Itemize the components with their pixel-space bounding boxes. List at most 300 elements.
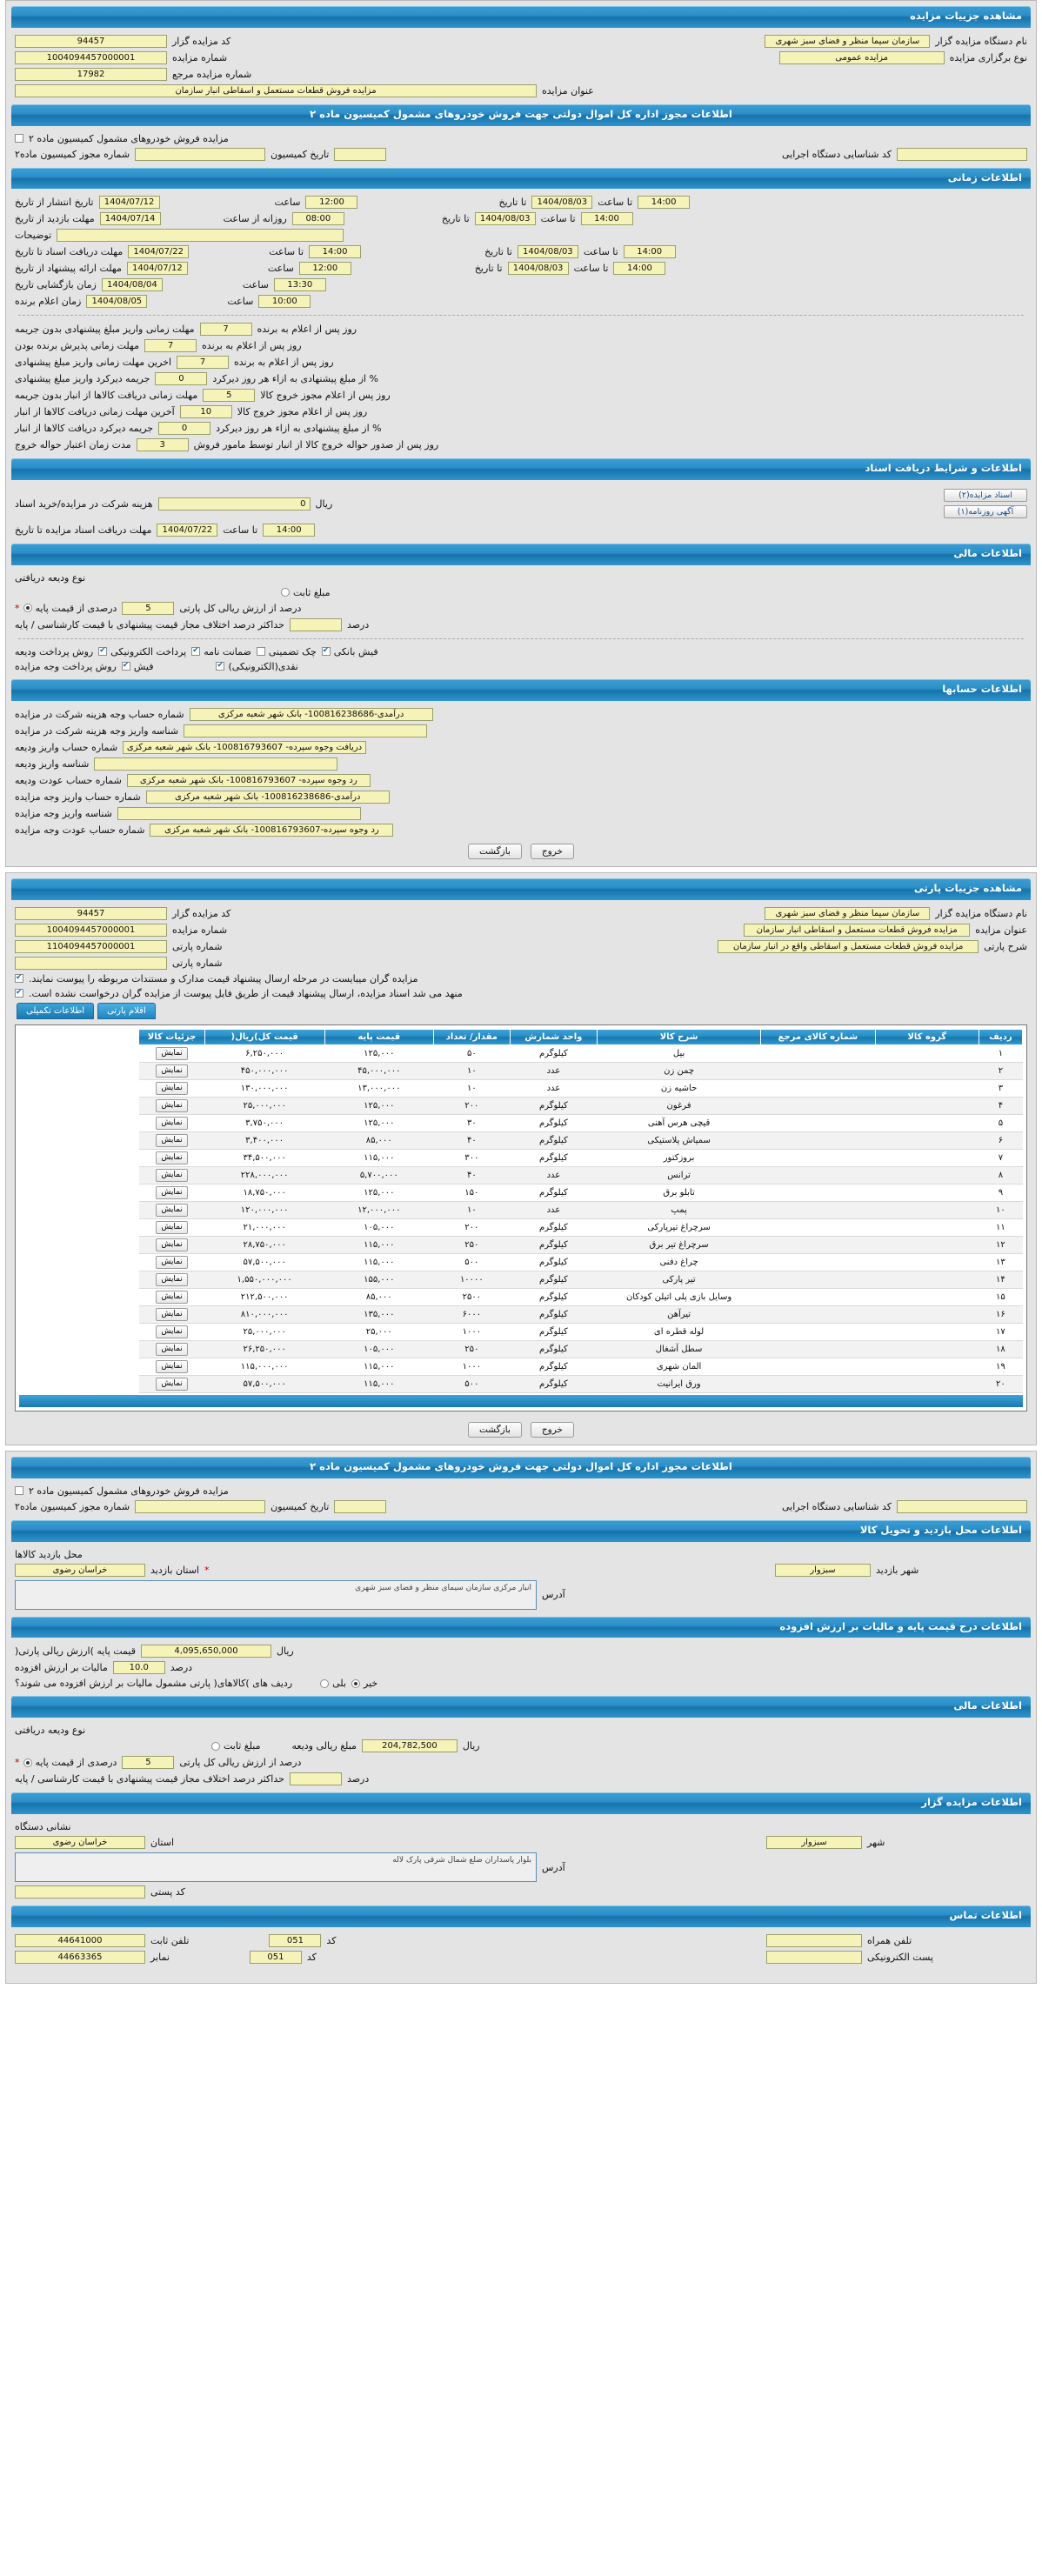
deposit-method-check-checkbox[interactable] bbox=[257, 647, 265, 656]
table-row bbox=[19, 1150, 1023, 1167]
party-note-2-checkbox[interactable] bbox=[15, 989, 23, 998]
deadline-item bbox=[6, 337, 1036, 354]
label-org-addr: آدرس bbox=[542, 1861, 565, 1873]
table-row bbox=[19, 1324, 1023, 1341]
label-visit-place: محل بازدید کالاها bbox=[15, 1548, 83, 1560]
table-row bbox=[19, 1376, 1023, 1393]
cell-index: ۱ bbox=[979, 1045, 1022, 1063]
field-party-auction-no[interactable]: 1004094457000001 bbox=[15, 924, 167, 937]
vat-yes-radio[interactable] bbox=[320, 1679, 329, 1688]
field-docs-deadline-date[interactable]: 1404/07/22 bbox=[128, 245, 189, 258]
field-postal-code[interactable] bbox=[15, 1885, 145, 1899]
deadline-value[interactable]: 7 bbox=[177, 356, 229, 369]
cell-quantity: ۱۰ bbox=[433, 1080, 510, 1098]
field-fax[interactable]: 44663365 bbox=[15, 1951, 145, 1964]
base-price-row bbox=[6, 1643, 1036, 1659]
cell-ref-code bbox=[761, 1150, 876, 1167]
label-visit-until-hour: تا ساعت bbox=[540, 213, 576, 225]
field-visit-until-hour[interactable]: 14:00 bbox=[581, 212, 633, 225]
show-details-button[interactable]: نمایش bbox=[156, 1343, 187, 1356]
cell-index: ۱۸ bbox=[979, 1341, 1022, 1358]
party-row-title bbox=[6, 922, 1036, 938]
field-open-hour[interactable]: 13:30 bbox=[274, 278, 326, 291]
party-actions bbox=[6, 1417, 1036, 1439]
label-publish-until-date: تا تاریخ bbox=[498, 197, 527, 209]
lower-commission-checkbox[interactable] bbox=[15, 1486, 23, 1495]
field-party-no[interactable]: 1104094457000001 bbox=[15, 940, 167, 953]
cell-ref-code bbox=[761, 1132, 876, 1150]
label-vat-question: ردیف های )کالاهای( پارتی مشمول مالیات بر ارزش افزوده می شوند؟ bbox=[15, 1678, 293, 1690]
field-auction-type[interactable]: مزایده عمومی bbox=[779, 51, 945, 64]
cell-spacer bbox=[19, 1080, 139, 1098]
field-commission-date[interactable] bbox=[334, 148, 386, 161]
field-account-5[interactable]: درآمدی-100816238686- بانک شهر شعبه مرکزی bbox=[146, 791, 390, 804]
field-visit-province[interactable]: خراسان رضوی bbox=[15, 1564, 145, 1577]
label-tel: تلفن ثابت bbox=[150, 1934, 190, 1946]
cell-unit: عدد bbox=[510, 1063, 597, 1080]
field-docs-cost[interactable]: 0 bbox=[158, 497, 311, 511]
cell-ref-code bbox=[761, 1237, 876, 1254]
cell-spacer bbox=[19, 1341, 139, 1358]
field-publish-until-hour[interactable]: 14:00 bbox=[638, 196, 690, 209]
field-docs-hour[interactable]: 14:00 bbox=[263, 524, 315, 537]
deposit-method-receipt-checkbox[interactable] bbox=[322, 647, 331, 656]
field-ref-auction-no[interactable]: 17982 bbox=[15, 68, 167, 81]
cell-ref-code bbox=[761, 1306, 876, 1324]
show-details-button[interactable]: نمایش bbox=[156, 1117, 187, 1130]
cell-details bbox=[139, 1254, 204, 1271]
cell-ref-code bbox=[761, 1254, 876, 1271]
cell-index: ۱۱ bbox=[979, 1219, 1022, 1237]
org-section-bar: اطلاعات مزایده گزار bbox=[11, 1792, 1031, 1814]
deposit-method-electronic[interactable] bbox=[98, 646, 186, 657]
field-docs-deadline-until-date[interactable]: 1404/08/03 bbox=[518, 245, 578, 258]
contact-fax-row bbox=[6, 1949, 1036, 1965]
cell-description: فرغون bbox=[598, 1098, 761, 1115]
label-auction-type: نوع برگزاری مزایده bbox=[949, 51, 1027, 63]
cell-total-price: ۳,۴۰۰,۰۰۰ bbox=[204, 1132, 324, 1150]
cell-ref-code bbox=[761, 1045, 876, 1063]
show-details-button[interactable]: نمایش bbox=[156, 1221, 187, 1234]
cell-base-price: ۱۲۵,۰۰۰ bbox=[324, 1185, 433, 1202]
vat-option-yes[interactable] bbox=[320, 1678, 346, 1689]
label-percent-unit: درصد از ارزش ریالی کل پارتی bbox=[179, 602, 302, 614]
deadline-label: مدت زمان اعتبار حواله خروج bbox=[15, 439, 131, 451]
field-party-desc[interactable]: مزایده فروش قطعات مستعمل و اسقاطی واقع در انبار سازمان bbox=[718, 940, 979, 953]
field-exec-org-id[interactable] bbox=[897, 148, 1027, 161]
deadline-unit: روز پس از اعلام به برنده bbox=[234, 357, 334, 369]
party-note-1-checkbox[interactable] bbox=[15, 974, 23, 983]
deadline-label: مهلت زمانی پذیرش برنده بودن bbox=[15, 340, 140, 352]
back-button[interactable]: بازگشت bbox=[468, 844, 522, 859]
cell-unit: کیلوگرم bbox=[510, 1254, 597, 1271]
account-row bbox=[6, 805, 1036, 822]
deadline-value[interactable]: 0 bbox=[155, 372, 207, 385]
field-docs-deadline-hour[interactable]: 14:00 bbox=[309, 245, 361, 258]
field-auction-title[interactable]: مزایده فروش قطعات مستعمل و اسقاطی انبار سازمان bbox=[15, 84, 537, 97]
newspaper-ad-button[interactable]: آگهی روزنامه(۱) bbox=[944, 505, 1027, 518]
goods-table-header-row bbox=[19, 1029, 1023, 1045]
pay-method-cash[interactable] bbox=[216, 661, 297, 672]
label-account-6: شناسه واریز وجه مزایده bbox=[15, 807, 112, 819]
cell-index: ۴ bbox=[979, 1098, 1022, 1115]
deadline-item bbox=[6, 387, 1036, 404]
deposit-method-electronic-checkbox[interactable] bbox=[98, 647, 107, 656]
required-asterisk: * bbox=[15, 602, 20, 614]
col-details: جزئیات کالا bbox=[139, 1029, 204, 1045]
deposit-method-check[interactable] bbox=[257, 646, 317, 657]
cell-quantity: ۱۰ bbox=[433, 1063, 510, 1080]
deposit-method-guarantee-checkbox[interactable] bbox=[191, 647, 200, 656]
cell-ref-code bbox=[761, 1098, 876, 1115]
cell-total-price: ۲۵,۰۰۰,۰۰۰ bbox=[204, 1324, 324, 1341]
field-offer-hour[interactable]: 12:00 bbox=[299, 262, 351, 275]
cell-total-price: ۳۴,۵۰۰,۰۰۰ bbox=[204, 1150, 324, 1167]
show-details-button[interactable]: نمایش bbox=[156, 1308, 187, 1321]
commission-section-bar: اطلاعات مجوز اداره کل اموال دولتی جهت فروش خودروهای مشمول کمیسیون ماده ۲ bbox=[11, 104, 1031, 126]
deposit-percent-option[interactable] bbox=[15, 603, 117, 614]
deadline-label: مهلت زمانی دریافت کالاها از انبار بدون جریمه bbox=[15, 390, 198, 402]
label-visit-date: مهلت بازدید از تاریخ bbox=[15, 213, 95, 225]
cell-group bbox=[875, 1341, 979, 1358]
field-account-7[interactable]: رد وجوه سپرده-100816793607- بانک شهر شعبه مرکزی bbox=[150, 824, 393, 837]
cell-quantity: ۲۵۰ bbox=[433, 1237, 510, 1254]
deadline-unit: روز پس از صدور حواله خروج کالا از انبار توسط مامور فروش bbox=[193, 439, 439, 451]
lower-field-exec-id[interactable] bbox=[897, 1500, 1027, 1513]
lower-label-exec-id: کد شناسایی دستگاه اجرایی bbox=[781, 1500, 892, 1512]
field-offer-until-date[interactable]: 1404/08/03 bbox=[508, 262, 569, 275]
show-details-button[interactable]: نمایش bbox=[156, 1360, 187, 1373]
account-row bbox=[6, 756, 1036, 772]
lower-percent-option[interactable] bbox=[15, 1757, 117, 1768]
field-percent-value[interactable]: 5 bbox=[122, 602, 174, 615]
deposit-methods-row bbox=[6, 644, 1036, 659]
commission-checkbox[interactable] bbox=[15, 134, 23, 143]
cell-group bbox=[875, 1063, 979, 1080]
col-ref-code: شماره کالای مرجع bbox=[761, 1029, 876, 1045]
deadline-value[interactable]: 10 bbox=[180, 405, 232, 418]
field-party-org-name[interactable]: سازمان سیما منظر و فضای سبز شهری bbox=[765, 907, 930, 920]
lower-percent-radio[interactable] bbox=[23, 1758, 32, 1767]
label-visit-address: آدرس bbox=[542, 1589, 565, 1601]
cell-quantity: ۱۰۰۰ bbox=[433, 1324, 510, 1341]
label-account-5: شماره حساب واریز وجه مزایده bbox=[15, 791, 141, 803]
show-details-button[interactable]: نمایش bbox=[156, 1238, 187, 1251]
show-details-button[interactable]: نمایش bbox=[156, 1256, 187, 1269]
field-publish-hour[interactable]: 12:00 bbox=[305, 196, 357, 209]
cell-total-price: ۴۵۰,۰۰۰,۰۰۰ bbox=[204, 1063, 324, 1080]
show-details-button[interactable]: نمایش bbox=[156, 1082, 187, 1095]
pay-method-cash-checkbox[interactable] bbox=[216, 662, 224, 671]
cell-spacer bbox=[19, 1376, 139, 1393]
field-mobile[interactable] bbox=[766, 1934, 862, 1947]
show-details-button[interactable]: نمایش bbox=[156, 1047, 187, 1060]
field-base-price[interactable]: 4,095,650,000 bbox=[141, 1645, 271, 1658]
cell-total-price: ۲۶,۲۵۰,۰۰۰ bbox=[204, 1341, 324, 1358]
lower-field-commission-date[interactable] bbox=[334, 1500, 386, 1513]
cell-total-price: ۲۲۸,۰۰۰,۰۰۰ bbox=[204, 1167, 324, 1185]
cell-spacer bbox=[19, 1254, 139, 1271]
auction-row-type bbox=[6, 50, 1036, 66]
deposit-fixed-radio[interactable] bbox=[281, 588, 290, 597]
cell-details bbox=[139, 1202, 204, 1219]
field-party-lot-no[interactable] bbox=[15, 957, 167, 970]
cell-unit: کیلوگرم bbox=[510, 1185, 597, 1202]
cell-index: ۵ bbox=[979, 1115, 1022, 1132]
cell-base-price: ۸۵,۰۰۰ bbox=[324, 1289, 433, 1306]
lower-field-percent[interactable]: 5 bbox=[122, 1756, 174, 1769]
cell-unit: کیلوگرم bbox=[510, 1289, 597, 1306]
timing-row-publish bbox=[6, 194, 1036, 210]
field-visit-hour[interactable]: 08:00 bbox=[292, 212, 344, 225]
lower-label-fixed-amount: مبلغ ریالی ودیعه bbox=[291, 1740, 357, 1752]
label-fax-code: کد bbox=[306, 1951, 317, 1963]
cell-ref-code bbox=[761, 1376, 876, 1393]
cell-details bbox=[139, 1219, 204, 1237]
cell-index: ۱۲ bbox=[979, 1237, 1022, 1254]
field-party-org-code[interactable]: 94457 bbox=[15, 907, 167, 920]
label-party-lot-no: شماره پارتی bbox=[172, 957, 223, 969]
cell-index: ۶ bbox=[979, 1132, 1022, 1150]
org-address-label-row bbox=[6, 1819, 1036, 1834]
field-visit-until-date[interactable]: 1404/08/03 bbox=[475, 212, 536, 225]
field-permit-no[interactable] bbox=[135, 148, 265, 161]
vat-question-row bbox=[6, 1676, 1036, 1691]
table-row bbox=[19, 1115, 1023, 1132]
deadline-item bbox=[6, 321, 1036, 337]
cell-group bbox=[875, 1237, 979, 1254]
label-ref-auction-no: شماره مزایده مرجع bbox=[172, 68, 252, 80]
field-fax-code[interactable]: 051 bbox=[250, 1951, 302, 1964]
exit-button[interactable]: خروج bbox=[531, 844, 574, 859]
cell-index: ۱۷ bbox=[979, 1324, 1022, 1341]
cell-unit: کیلوگرم bbox=[510, 1098, 597, 1115]
field-winner-date[interactable]: 1404/08/05 bbox=[86, 295, 147, 308]
cell-details bbox=[139, 1098, 204, 1115]
field-open-date[interactable]: 1404/08/04 bbox=[102, 278, 163, 291]
field-vat[interactable]: 10.0 bbox=[113, 1661, 165, 1674]
field-account-0[interactable]: درآمدی-100816238686- بانک شهر شعبه مرکزی bbox=[190, 708, 433, 721]
cell-spacer bbox=[19, 1237, 139, 1254]
docs-download-button[interactable]: اسناد مزایده(۲) bbox=[944, 489, 1027, 502]
deadline-value[interactable]: 7 bbox=[144, 339, 197, 352]
lower-field-permit[interactable] bbox=[135, 1500, 265, 1513]
account-row bbox=[6, 772, 1036, 789]
field-offer-date[interactable]: 1404/07/12 bbox=[127, 262, 188, 275]
lower-percent-row bbox=[6, 1754, 1036, 1771]
field-account-6[interactable] bbox=[117, 807, 361, 820]
field-tel-code[interactable]: 051 bbox=[269, 1934, 321, 1947]
cell-unit: کیلوگرم bbox=[510, 1341, 597, 1358]
cell-base-price: ۱۳,۰۰۰,۰۰۰ bbox=[324, 1080, 433, 1098]
cell-spacer bbox=[19, 1132, 139, 1150]
lower-percent-opt-label: درصدی از قیمت پایه bbox=[35, 1757, 117, 1769]
label-party-desc: شرح پارتی bbox=[984, 940, 1027, 952]
goods-table-body bbox=[19, 1045, 1023, 1393]
cell-spacer bbox=[19, 1289, 139, 1306]
cell-quantity: ۴۰ bbox=[433, 1167, 510, 1185]
pay-method-receipt[interactable] bbox=[122, 661, 154, 672]
cell-base-price: ۸۵,۰۰۰ bbox=[324, 1132, 433, 1150]
field-account-4[interactable]: رد وجوه سپرده- 100816793607- بانک شهر شعبه مرکزی bbox=[127, 774, 371, 787]
field-org-name[interactable]: سازمان سیما منظر و فضای سبز شهری bbox=[765, 35, 930, 48]
cell-base-price: ۱۰۵,۰۰۰ bbox=[324, 1341, 433, 1358]
field-org-city[interactable]: سبزوار bbox=[766, 1836, 862, 1849]
cell-unit: کیلوگرم bbox=[510, 1219, 597, 1237]
col-group: گروه کالا bbox=[875, 1029, 979, 1045]
field-visit-city[interactable]: سبزوار bbox=[775, 1564, 871, 1577]
label-currency: ریال bbox=[315, 497, 333, 510]
deposit-percent-row bbox=[6, 600, 1036, 617]
party-note-1 bbox=[6, 971, 1036, 986]
show-details-button[interactable]: نمایش bbox=[156, 1204, 187, 1217]
party-back-button[interactable]: بازگشت bbox=[468, 1422, 522, 1438]
cell-group bbox=[875, 1150, 979, 1167]
deadline-value[interactable]: 0 bbox=[158, 422, 210, 435]
field-publish-until-date[interactable]: 1404/08/03 bbox=[531, 196, 592, 209]
field-tel[interactable]: 44641000 bbox=[15, 1934, 145, 1947]
field-account-2[interactable]: دریافت وجوه سپرده- 100816793607- بانک شهر شعبه مرکزی bbox=[123, 741, 366, 754]
cell-quantity: ۲۵۰۰ bbox=[433, 1289, 510, 1306]
show-details-button[interactable]: نمایش bbox=[156, 1099, 187, 1112]
cell-group bbox=[875, 1376, 979, 1393]
label-winner-hour: ساعت bbox=[227, 296, 254, 308]
label-docs-deadline: مهلت دریافت اسناد مزایده تا تاریخ bbox=[15, 524, 152, 537]
field-account-3[interactable] bbox=[94, 757, 337, 771]
label-base-price-unit: ریال bbox=[277, 1645, 294, 1658]
cell-description: حاشیه زن bbox=[598, 1080, 761, 1098]
cell-unit: کیلوگرم bbox=[510, 1271, 597, 1289]
field-account-1[interactable] bbox=[184, 724, 427, 737]
show-details-button[interactable]: نمایش bbox=[156, 1169, 187, 1182]
cell-base-price: ۱۲,۰۰۰,۰۰۰ bbox=[324, 1202, 433, 1219]
pay-method-receipt-checkbox[interactable] bbox=[122, 662, 130, 671]
lower-fixed-radio[interactable] bbox=[211, 1742, 220, 1751]
deposit-percent-radio[interactable] bbox=[23, 604, 32, 612]
cell-quantity: ۲۰۰ bbox=[433, 1219, 510, 1237]
deadline-value[interactable]: 3 bbox=[137, 438, 189, 451]
label-party-auction-title: عنوان مزایده bbox=[975, 924, 1027, 936]
show-details-button[interactable]: نمایش bbox=[156, 1273, 187, 1286]
cell-description: سطل آشغال bbox=[598, 1341, 761, 1358]
field-timing-desc[interactable] bbox=[57, 229, 344, 242]
table-row bbox=[19, 1289, 1023, 1306]
cell-ref-code bbox=[761, 1202, 876, 1219]
tab-supplementary-info[interactable]: اطلاعات تکمیلی bbox=[17, 1003, 94, 1019]
field-visit-address[interactable]: انبار مرکزی سازمان سیمای منظر و فضای سبز شهری bbox=[15, 1580, 537, 1610]
account-row bbox=[6, 723, 1036, 739]
col-description: شرح کالا bbox=[598, 1029, 761, 1045]
lower-fixed-option[interactable] bbox=[211, 1740, 260, 1752]
deposit-fixed-label: مبلغ ثابت bbox=[293, 586, 331, 598]
cell-spacer bbox=[19, 1324, 139, 1341]
deposit-percent-label: درصدی از قیمت پایه bbox=[35, 602, 117, 614]
field-diff-value[interactable] bbox=[290, 618, 342, 631]
cell-total-price: ۸۱۰,۰۰۰,۰۰۰ bbox=[204, 1306, 324, 1324]
col-index: ردیف bbox=[979, 1029, 1022, 1045]
table-row bbox=[19, 1237, 1023, 1254]
cell-quantity: ۱۰۰۰ bbox=[433, 1358, 510, 1376]
party-note-2 bbox=[6, 986, 1036, 1001]
show-details-button[interactable]: نمایش bbox=[156, 1186, 187, 1199]
deadline-value[interactable]: 7 bbox=[200, 323, 252, 336]
cell-group bbox=[875, 1306, 979, 1324]
cell-quantity: ۶۰۰۰ bbox=[433, 1306, 510, 1324]
goods-table-footer bbox=[19, 1395, 1023, 1407]
cell-group bbox=[875, 1202, 979, 1219]
show-details-button[interactable]: نمایش bbox=[156, 1151, 187, 1165]
lower-field-fixed[interactable]: 204,782,500 bbox=[362, 1739, 458, 1752]
field-org-code[interactable]: 94457 bbox=[15, 35, 167, 48]
cell-unit: کیلوگرم bbox=[510, 1132, 597, 1150]
label-docs-cost: هزینه شرکت در مزایده/خرید اسناد bbox=[15, 497, 153, 510]
cell-details bbox=[139, 1115, 204, 1132]
field-party-auction-title[interactable]: مزایده فروش قطعات مستعمل و اسقاطی انبار سازمان bbox=[744, 924, 970, 937]
label-permit-no: شماره مجوز کمیسیون ماده۲ bbox=[15, 148, 130, 160]
cell-spacer bbox=[19, 1115, 139, 1132]
field-publish-date[interactable]: 1404/07/12 bbox=[99, 196, 160, 209]
cell-ref-code bbox=[761, 1080, 876, 1098]
cell-total-price: ۱۲۰,۰۰۰,۰۰۰ bbox=[204, 1202, 324, 1219]
timing-row-docs-deadline bbox=[6, 244, 1036, 260]
lower-fixed-opt-label: مبلغ ثابت bbox=[224, 1740, 261, 1752]
field-email[interactable] bbox=[766, 1951, 862, 1964]
label-publish-until-hour: تا ساعت bbox=[598, 197, 633, 209]
show-details-button[interactable]: نمایش bbox=[156, 1378, 187, 1391]
party-tabs bbox=[6, 1001, 1036, 1019]
show-details-button[interactable]: نمایش bbox=[156, 1291, 187, 1304]
show-details-button[interactable]: نمایش bbox=[156, 1134, 187, 1147]
field-org-province[interactable]: خراسان رضوی bbox=[15, 1836, 145, 1849]
label-publish-date: تاریخ انتشار از تاریخ bbox=[15, 197, 94, 209]
label-docs-deadline-hour: تا ساعت bbox=[269, 246, 304, 258]
field-org-addr[interactable]: بلوار پاسداران ضلع شمال شرقی پارک لاله bbox=[15, 1852, 537, 1882]
field-auction-no[interactable]: 1004094457000001 bbox=[15, 51, 167, 64]
cell-total-price: ۶,۲۵۰,۰۰۰ bbox=[204, 1045, 324, 1063]
label-docs-deadline-until-hour: تا ساعت bbox=[583, 246, 618, 258]
cell-base-price: ۱۱۵,۰۰۰ bbox=[324, 1150, 433, 1167]
cell-index: ۱۶ bbox=[979, 1306, 1022, 1324]
show-details-button[interactable]: نمایش bbox=[156, 1064, 187, 1078]
label-email: پست الکترونیکی bbox=[867, 1951, 933, 1963]
party-exit-button[interactable]: خروج bbox=[531, 1422, 574, 1438]
lower-field-diff[interactable] bbox=[290, 1772, 342, 1785]
field-winner-hour[interactable]: 10:00 bbox=[258, 295, 311, 308]
tab-party-items[interactable]: اقلام پارتی bbox=[97, 1003, 156, 1019]
cell-details bbox=[139, 1324, 204, 1341]
deposit-method-receipt[interactable] bbox=[322, 646, 378, 657]
field-visit-date[interactable]: 1404/07/14 bbox=[100, 212, 161, 225]
cell-description: سمپاش پلاستیکی bbox=[598, 1132, 761, 1150]
table-row bbox=[19, 1045, 1023, 1063]
col-total-price: قیمت کل)ریال( bbox=[204, 1029, 324, 1045]
deposit-fixed-option[interactable] bbox=[281, 587, 330, 598]
label-account-4: شماره حساب عودت ودیعه bbox=[15, 774, 122, 786]
field-docs-date[interactable]: 1404/07/22 bbox=[157, 524, 217, 537]
cell-base-price: ۱۰۵,۰۰۰ bbox=[324, 1219, 433, 1237]
vat-option-no[interactable] bbox=[351, 1678, 377, 1689]
field-docs-deadline-until-hour[interactable]: 14:00 bbox=[624, 245, 676, 258]
cell-details bbox=[139, 1376, 204, 1393]
cell-details bbox=[139, 1185, 204, 1202]
show-details-button[interactable]: نمایش bbox=[156, 1325, 187, 1338]
deposit-method-guarantee[interactable] bbox=[191, 646, 251, 657]
label-deposit-type: نوع ودیعه دریافتی bbox=[15, 571, 86, 584]
deadline-value[interactable]: 5 bbox=[203, 389, 255, 402]
commission-checkbox-label: مزایده فروش خودروهای مشمول کمیسیون ماده ۲ bbox=[29, 132, 229, 144]
vat-no-radio[interactable] bbox=[351, 1679, 360, 1688]
field-offer-until-hour[interactable]: 14:00 bbox=[613, 262, 665, 275]
